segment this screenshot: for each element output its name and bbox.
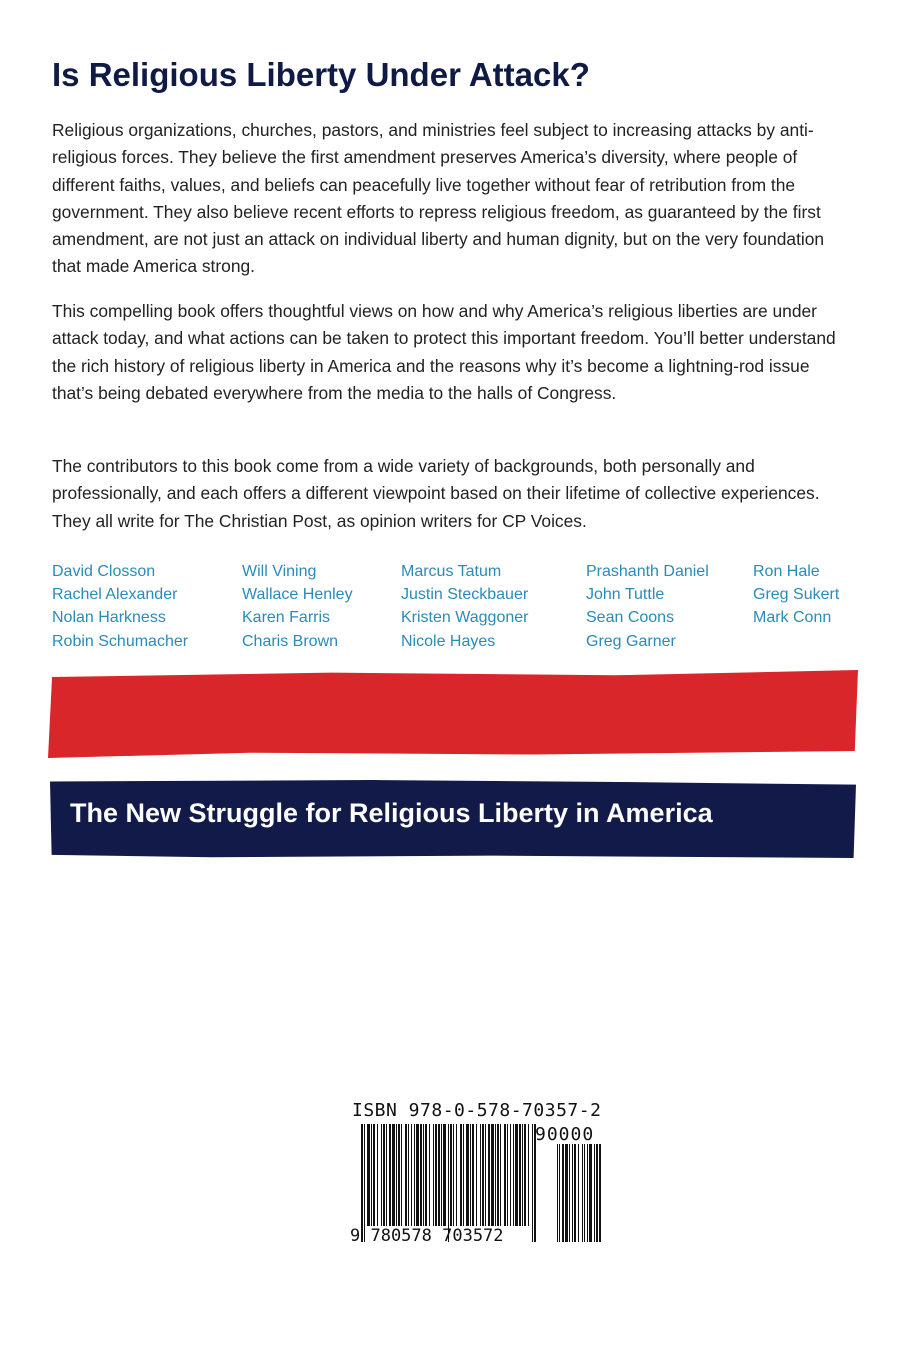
barcode-bar [500,1124,501,1226]
barcode-addon-number: 90000 [535,1124,595,1145]
barcode-bar [460,1124,462,1226]
barcode-bar [367,1124,370,1226]
contributor-name: Kristen Waggoner [401,609,529,627]
contributors-column-5 [753,560,839,630]
barcode-bar [532,1124,533,1242]
contributor-name: Wallace Henley [242,586,353,604]
barcode-bar [414,1124,415,1226]
barcode-bar [416,1124,419,1226]
barcode-bar [504,1124,506,1226]
barcode-bar [463,1124,464,1226]
contributor-name: Nicole Hayes [401,632,496,650]
addon-bar [596,1144,598,1242]
barcode-bar [411,1124,412,1226]
description-paragraph-3: The contributors to this book come from a wide variety of backgrounds, both personally and professionally, and each offers a different viewpoint based on their lifetime of collective experiences. They all write for The Christian Post, as opinion writers for CP Voices. [52,456,820,531]
barcode-digits: 9 780578 703572 [350,1226,504,1246]
isbn-label: ISBN 978-0-578-70357-2 [352,1100,602,1121]
barcode-bar [470,1124,471,1226]
barcode-bar [482,1124,484,1226]
barcode-bar [450,1124,452,1226]
addon-bar [587,1144,588,1242]
barcode-bar [515,1124,518,1226]
addon-bar [584,1144,585,1242]
barcode-bar [420,1124,422,1226]
barcode-bar [371,1124,372,1226]
addon-bar [599,1144,601,1242]
addon-bar [565,1144,568,1242]
addon-bar [574,1144,576,1242]
addon-bar [569,1144,570,1242]
barcode-bar [456,1124,457,1226]
contributor-name: Greg Sukert [753,586,840,604]
barcode-bar [497,1124,499,1226]
back-cover-headline: Is Religious Liberty Under Attack? [52,56,590,93]
barcode-bar [383,1124,385,1226]
contributor-name: Rachel Alexander [52,586,178,604]
contributor-name: Karen Farris [242,609,331,627]
barcode-bar [443,1124,446,1226]
barcode-bar [401,1124,402,1226]
contributor-name: Ron Hale [753,563,820,580]
barcode-bar [528,1124,529,1226]
barcode-bar [433,1124,434,1226]
barcode-bar [485,1124,486,1226]
addon-bar [578,1144,579,1242]
barcode-bar [453,1124,454,1226]
barcode-bar [495,1124,496,1226]
contributors-column-2 [242,560,353,653]
barcode-bar [510,1124,511,1226]
contributor-name: Mark Conn [753,609,832,627]
barcode-bar [519,1124,521,1226]
barcode-bar [435,1124,437,1226]
barcode-bar [491,1124,494,1226]
addon-bar [562,1144,564,1242]
contributor-name: Sean Coons [586,609,675,627]
barcode-bar [396,1124,397,1226]
contributor-name: David Closson [52,563,156,580]
barcode-bar [408,1124,409,1226]
contributors-column-1 [52,560,188,653]
barcode-bar [429,1124,430,1226]
barcode-bar [466,1124,469,1226]
contributor-name: Justin Steckbauer [401,586,529,604]
barcode-bar [423,1124,424,1226]
barcode-bar [522,1124,523,1226]
barcode-bar [513,1124,514,1226]
barcode-bar [441,1124,442,1226]
barcode-bar [373,1124,375,1226]
contributor-name: Charis Brown [242,632,339,650]
contributors-column-4 [586,560,709,653]
contributors-column-3 [401,560,528,653]
contributor-name: Prashanth Daniel [586,563,709,580]
contributor-name: John Tuttle [586,586,665,604]
barcode-bar [381,1124,382,1226]
barcode-bar [398,1124,400,1226]
addon-bar [594,1144,595,1242]
barcode-bar [524,1124,526,1226]
contributor-name: Marcus Tatum [401,563,502,580]
addon-bar [582,1144,583,1242]
series-tagline: The New Struggle for Religious Liberty in America [70,798,713,828]
contributor-name: Greg Garner [586,632,676,650]
barcode-bar [389,1124,391,1226]
barcode-bar [472,1124,474,1226]
barcode-bar [425,1124,427,1226]
addon-bar [559,1144,560,1242]
barcode-bar [377,1124,378,1226]
barcode-bar [361,1124,363,1242]
barcode-bar [405,1124,407,1226]
addon-bar [557,1144,558,1242]
description-paragraph-2: This compelling book offers thoughtful views on how and why America’s religious liberties are under attack today, and what actions can be taken to protect this important freedom. You’ll better understand the rich history of religious liberty in America and the reasons why it’s become a lightning-rod issue that’s being debated everywhere from the media to the halls of Congress. [52,301,836,403]
barcode-bar [386,1124,387,1226]
barcode-bar [480,1124,481,1226]
barcode-bar [392,1124,395,1226]
barcode-bar [438,1124,440,1226]
barcode-bar [476,1124,477,1226]
contributor-name: Nolan Harkness [52,609,166,627]
description-paragraph-1: Religious organizations, churches, pastors, and ministries feel subject to increasing attacks by anti-religious forces. They believe the first amendment preserves America’s diversity, where people of different faiths, values, and beliefs can peacefully live together without fear of retribution from the government. They also believe recent efforts to repress religious freedom, as guaranteed by the first amendment, are not just an attack on individual liberty and human dignity, but on the very foundation that made America strong. [52,120,825,277]
barcode-bar [488,1124,490,1226]
addon-bar [589,1144,592,1242]
barcode-bar [507,1124,508,1226]
contributor-name: Will Vining [242,563,317,580]
addon-bar [572,1144,573,1242]
barcode-bar [364,1124,365,1242]
red-stripe-band [48,670,858,758]
contributor-name: Robin Schumacher [52,632,189,650]
barcode-bar [448,1124,449,1242]
